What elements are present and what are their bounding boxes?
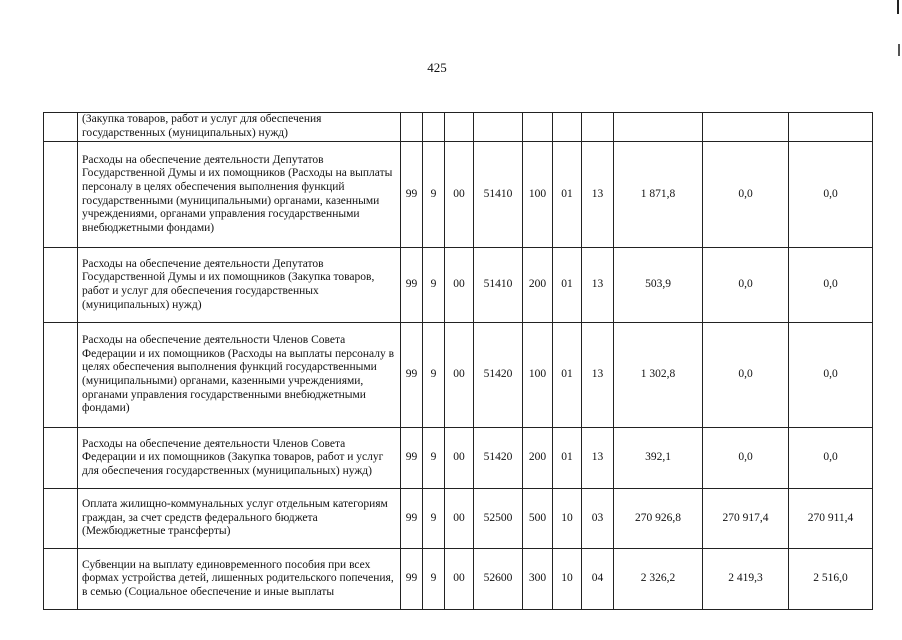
amount-year3-cell: 2 516,0 (789, 549, 873, 610)
amount-year3-cell: 0,0 (789, 248, 873, 323)
amount-year3-cell: 0,0 (789, 428, 873, 489)
subprogram-code-cell: 9 (423, 142, 445, 248)
expense-type-cell (523, 113, 553, 142)
description-cell: Оплата жилищно-коммунальных услуг отдельным категориям граждан, за счет средств федерального бюджета (Межбюджетные трансферты) (78, 489, 401, 549)
amount-year1-cell: 392,1 (614, 428, 703, 489)
section-cell: 10 (553, 549, 582, 610)
amount-year2-cell: 2 419,3 (703, 549, 789, 610)
expense-type-cell: 100 (523, 323, 553, 428)
main-event-code-cell: 00 (445, 489, 474, 549)
page-number: 425 (427, 60, 447, 75)
row-gutter-cell (44, 248, 78, 323)
amount-year1-cell (614, 113, 703, 142)
subprogram-code-cell (423, 113, 445, 142)
scan-edge-mark (897, 0, 899, 14)
amount-year2-cell: 270 917,4 (703, 489, 789, 549)
program-code-cell: 99 (401, 142, 423, 248)
amount-year2-cell: 0,0 (703, 248, 789, 323)
subsection-cell: 13 (582, 142, 614, 248)
row-gutter-cell (44, 142, 78, 248)
section-cell: 01 (553, 142, 582, 248)
program-code-cell: 99 (401, 489, 423, 549)
row-gutter-cell (44, 489, 78, 549)
description-cell: Расходы на обеспечение деятельности Депутатов Государственной Думы и их помощников (Закупка товаров, работ и услуг для обеспечения государственных (муниципальных) нужд) (78, 248, 401, 323)
section-cell: 01 (553, 248, 582, 323)
description-cell: Расходы на обеспечение деятельности Депутатов Государственной Думы и их помощников (Расходы на выплаты персоналу в целях обеспечения выполнения функций государственными (муниципальными) органами, казенными учреждениями, органами управления государственными внебюджетными фондами) (78, 142, 401, 248)
description-cell: Субвенции на выплату единовременного пособия при всех формах устройства детей, лишенных родительского попечения, в семью (Социальное обеспечение и иные выплаты (78, 549, 401, 610)
amount-year2-cell: 0,0 (703, 428, 789, 489)
program-code-cell: 99 (401, 428, 423, 489)
direction-code-cell: 51410 (474, 248, 523, 323)
description-cell: Расходы на обеспечение деятельности Членов Совета Федерации и их помощников (Закупка товаров, работ и услуг для обеспечения государственных (муниципальных) нужд) (78, 428, 401, 489)
amount-year1-cell: 1 871,8 (614, 142, 703, 248)
program-code-cell: 99 (401, 248, 423, 323)
subsection-cell: 04 (582, 549, 614, 610)
expense-type-cell: 200 (523, 248, 553, 323)
table-row (44, 142, 873, 248)
row-gutter-cell (44, 549, 78, 610)
expense-type-cell: 500 (523, 489, 553, 549)
table-row (44, 549, 873, 610)
main-event-code-cell: 00 (445, 428, 474, 489)
amount-year1-cell: 2 326,2 (614, 549, 703, 610)
main-event-code-cell: 00 (445, 248, 474, 323)
subprogram-code-cell: 9 (423, 489, 445, 549)
amount-year1-cell: 1 302,8 (614, 323, 703, 428)
subsection-cell: 03 (582, 489, 614, 549)
direction-code-cell: 52500 (474, 489, 523, 549)
table-row (44, 489, 873, 549)
program-code-cell (401, 113, 423, 142)
expense-type-cell: 200 (523, 428, 553, 489)
section-cell: 01 (553, 428, 582, 489)
amount-year2-cell: 0,0 (703, 142, 789, 248)
amount-year3-cell: 270 911,4 (789, 489, 873, 549)
direction-code-cell: 51420 (474, 323, 523, 428)
description-cell: Расходы на обеспечение деятельности Членов Совета Федерации и их помощников (Расходы на выплаты персоналу в целях обеспечения выполнения функций государственными (муниципальными) органами, казенными учреждениями, органами управления государственными внебюджетными фондами) (78, 323, 401, 428)
description-cell: (Закупка товаров, работ и услуг для обеспечения государственных (муниципальных) нужд) (78, 113, 401, 142)
row-gutter-cell (44, 428, 78, 489)
table-row (44, 323, 873, 428)
expense-type-cell: 100 (523, 142, 553, 248)
subprogram-code-cell: 9 (423, 549, 445, 610)
program-code-cell: 99 (401, 549, 423, 610)
row-gutter-cell (44, 113, 78, 142)
main-event-code-cell (445, 113, 474, 142)
subsection-cell (582, 113, 614, 142)
table-row (44, 113, 873, 142)
subprogram-code-cell: 9 (423, 248, 445, 323)
subsection-cell: 13 (582, 323, 614, 428)
subsection-cell: 13 (582, 428, 614, 489)
section-cell (553, 113, 582, 142)
amount-year1-cell: 270 926,8 (614, 489, 703, 549)
main-event-code-cell: 00 (445, 549, 474, 610)
direction-code-cell: 52600 (474, 549, 523, 610)
section-cell: 01 (553, 323, 582, 428)
amount-year3-cell: 0,0 (789, 142, 873, 248)
budget-table (43, 112, 873, 610)
direction-code-cell: 51420 (474, 428, 523, 489)
amount-year3-cell (789, 113, 873, 142)
row-gutter-cell (44, 323, 78, 428)
section-cell: 10 (553, 489, 582, 549)
amount-year2-cell (703, 113, 789, 142)
main-event-code-cell: 00 (445, 323, 474, 428)
amount-year1-cell: 503,9 (614, 248, 703, 323)
table-row (44, 248, 873, 323)
scan-edge-mark (898, 44, 900, 56)
subsection-cell: 13 (582, 248, 614, 323)
amount-year2-cell: 0,0 (703, 323, 789, 428)
program-code-cell: 99 (401, 323, 423, 428)
main-event-code-cell: 00 (445, 142, 474, 248)
direction-code-cell: 51410 (474, 142, 523, 248)
subprogram-code-cell: 9 (423, 428, 445, 489)
table-row (44, 428, 873, 489)
amount-year3-cell: 0,0 (789, 323, 873, 428)
expense-type-cell: 300 (523, 549, 553, 610)
subprogram-code-cell: 9 (423, 323, 445, 428)
direction-code-cell (474, 113, 523, 142)
